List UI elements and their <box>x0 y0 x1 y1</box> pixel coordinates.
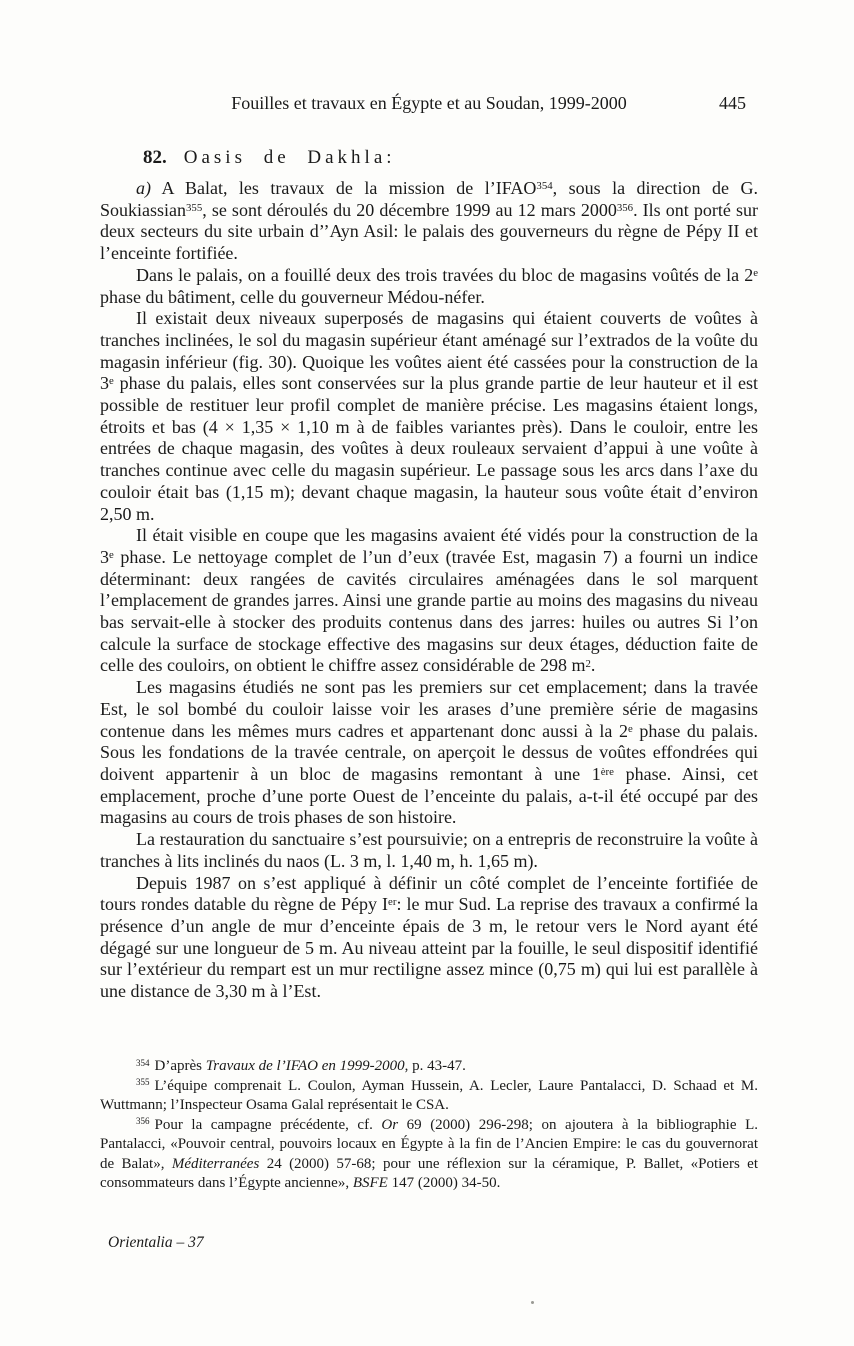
running-head-title: Fouilles et travaux en Égypte et au Soudan, 1999-2000 <box>231 93 627 113</box>
section-heading <box>143 147 396 169</box>
paragraph-il-etait-visible: Il était visible en coupe que les magasins avaient été vidés pour la construction de la 3e phase. Le nettoyage complet de l’un d’eux (travée Est, magasin 7) a fourni un indice déterminant: deux rangées de cavités circulaires aménagées dans le sol marquent l’emplacement de grandes jarres. Ainsi une grande partie au moins des magasins du niveau bas servait-elle à stocker des produits contenus dans des jarres: huiles ou autres Si l’on calcule la surface de stockage effective des magasins sur deux étages, déduction faite de celle des couloirs, on obtient le chiffre assez considérable de 298 $m^2$. <box>100 525 758 676</box>
footnotes-block <box>100 1057 758 1194</box>
running-head <box>100 93 758 117</box>
footnote-number-354: 354 <box>136 1057 150 1068</box>
paragraph-a-balat: a) A Balat, les travaux de la mission de l’IFAO$^{354}$, sous la direction de G. Soukiassian$^{355}$, se sont déroulés du 20 décembre 1999 au 12 mars 2000$^{356}$. Ils ont porté sur deux secteurs du site urbain d’’Ayn Asil: le palais des gouverneurs du règne de Pépy II et l’enceinte fortifiée. <box>100 178 758 264</box>
footnote-354 <box>100 1057 758 1077</box>
footnote-text-355: L’équipe comprenait L. Coulon, Ayman Hussein, A. Lecler, Laure Pantalacci, D. Schaad et M. Wuttmann; l’Inspecteur Osama Galal représentait le CSA. <box>100 1077 758 1113</box>
paragraph-depuis-1987: Depuis 1987 on s’est appliqué à définir un côté complet de l’enceinte fortifiée de tours rondes datable du règne de Pépy Ier: le mur Sud. La reprise des travaux a confirmé la présence d’un angle de mur d’enceinte épais de 3 m, le retour vers le Nord ayant été dégagé sur une longueur de 5 m. Au niveau atteint par la fouille, le seul dispositif identifié sur l’extérieur du rempart est un mur rectiligne assez mince (0,75 m) qui lui est parallèle à une distance de 3,30 m à l’Est. <box>100 872 758 1002</box>
paragraph-la-restauration: La restauration du sanctuaire s’est poursuivie; on a entrepris de reconstruire la voûte à tranches à lits inclinés du naos (L. 3 m, l. 1,40 m, h. 1,65 m). <box>100 829 758 871</box>
journal-signature-text: Orientalia – 37 <box>108 1234 204 1251</box>
footnote-text-356: Pour la campagne précédente, cf. Or 69 (2000) 296-298; on ajoutera à la bibliographie L. Pantalacci, «Pouvoir central, pouvoirs locaux en Égypte à la fin de l’Ancien Empire: le cas du gouvernorat de Balat», Méditerranées 24 (2000) 57-68; pour une réflexion sur la céramique, P. Ballet, «Potiers et consommateurs dans l’Égypte ancienne», BSFE 147 (2000) 34-50. <box>100 1116 758 1191</box>
page-number: 445 <box>719 93 746 113</box>
journal-signature <box>108 1234 204 1252</box>
paragraph-dans-le-palais: Dans le palais, on a fouillé deux des trois travées du bloc de magasins voûtés de la 2e phase du bâtiment, celle du gouverneur Médou-néfer. <box>100 264 758 307</box>
paragraph-les-magasins-etudies: Les magasins étudiés ne sont pas les premiers sur cet emplacement; dans la travée Est, le sol bombé du couloir laisse voir les arases d’une première série de magasins contenue dans les mêmes murs cadres et appartenant donc aussi à la 2e phase du palais. Sous les fondations de la travée centrale, on aperçoit le dessus de voûtes effondrées qui doivent appartenir à un bloc de magasins remontant à une 1ère phase. Ainsi, cet emplacement, proche d’une porte Ouest de l’enceinte du palais, a-t-il été occupé par des magasins au cours de trois phases de son histoire. <box>100 677 758 828</box>
footnote-355 <box>100 1077 758 1116</box>
footnote-356 <box>100 1116 758 1194</box>
scan-speck <box>531 1301 534 1304</box>
body-text <box>100 178 758 1003</box>
footnote-number-356: 356 <box>136 1116 150 1127</box>
footnote-text-354: D’après Travaux de l’IFAO en 1999-2000, p. 43-47. <box>154 1058 466 1074</box>
section-title: Oasis de Dakhla: <box>183 147 396 168</box>
section-number: 82. <box>143 147 167 168</box>
paragraph-il-existait: Il existait deux niveaux superposés de magasins qui étaient couverts de voûtes à tranches inclinées, le sol du magasin supérieur étant aménagé sur l’extrados de la voûte du magasin inférieur (fig. 30). Quoique les voûtes aient été cassées pour la construction de la 3e phase du palais, elles sont conservées sur la plus grande partie de leur hauteur et il est possible de restituer leur profil complet de manière précise. Les magasins étaient longs, étroits et bas (4 × 1,35 × 1,10 m à de faibles variantes près). Dans le couloir, entre les entrées de chaque magasin, des voûtes à deux rouleaux servaient d’appui à une voûte à tranches continue avec celle du magasin supérieur. Le passage sous les arcs dans l’axe du couloir était bas (1,15 m); devant chaque magasin, la hauteur sous voûte était d’environ 2,50 m. <box>100 308 758 524</box>
footnote-number-355: 355 <box>136 1077 150 1088</box>
